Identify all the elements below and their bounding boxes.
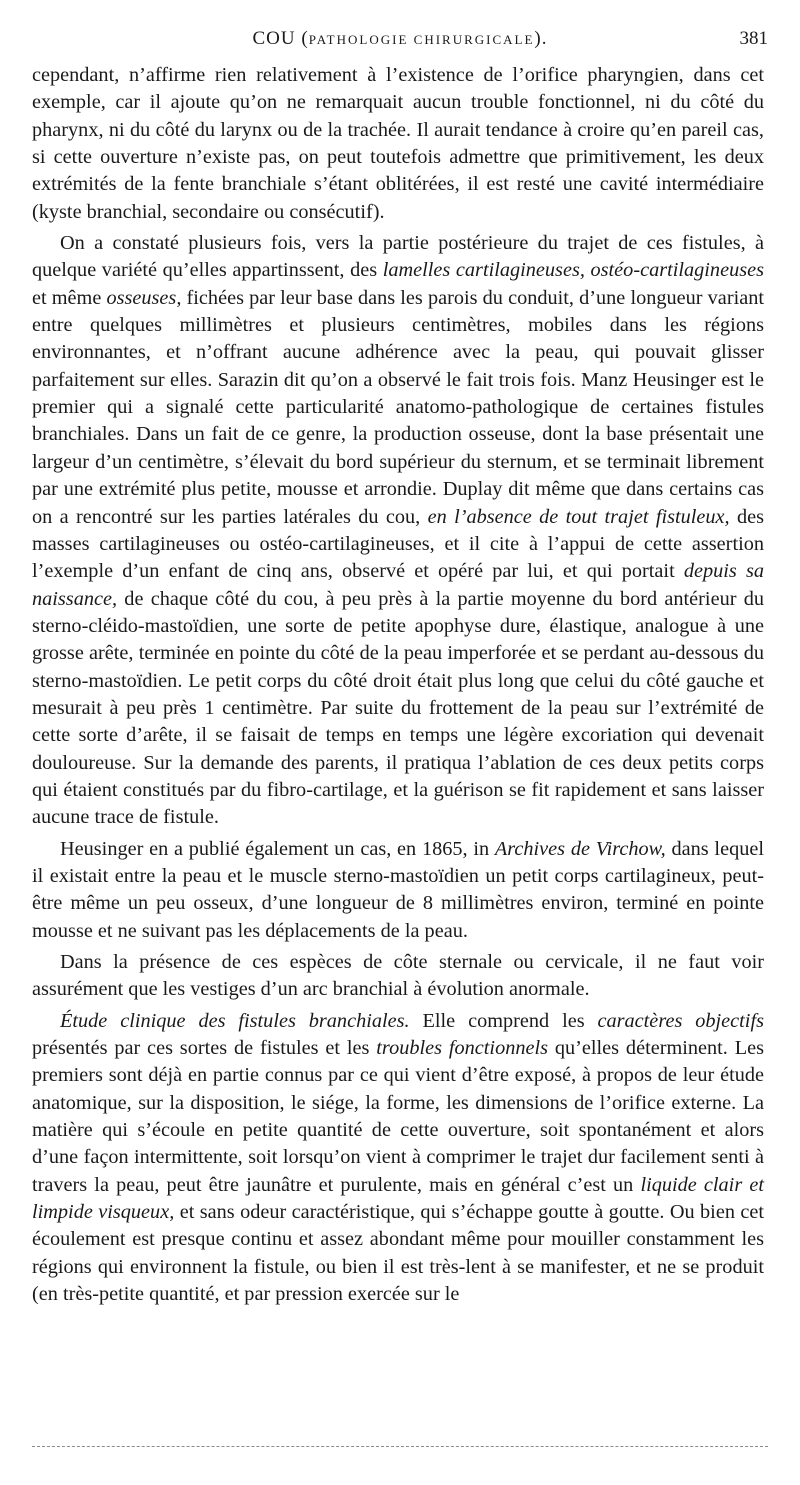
paragraph: [32, 836, 764, 945]
italic-text: troubles fonctionnels: [376, 1037, 549, 1060]
italic-text: liquide clair et limpide visqueux,: [32, 1173, 764, 1224]
running-head-title: [32, 28, 768, 50]
paragraph: [32, 62, 764, 226]
italic-text: osseuses,: [106, 286, 182, 309]
text-run: Heusinger en a publié également un cas, en 1865, in: [60, 837, 495, 860]
italic-text: caractères objectifs: [597, 1009, 764, 1032]
text-run: Elle comprend les: [409, 1009, 598, 1032]
footer-rule: [32, 1446, 768, 1447]
italic-text: depuis sa naissance,: [32, 560, 764, 610]
paragraph: [32, 230, 764, 832]
text-run: cependant, n’affirme rien relativement à l’existence de l’orifice pharyngien, dans cet exemple, car il ajoute qu’on ne remarquait aucun trouble fonctionnel, ni du côté du pharynx, ni du côté du larynx ou de la trachée. Il aurait tendance à croire qu’en pareil cas, si cette ouverture n’existe pas, on peut toutefois admettre que primitivement, les deux extrémités de la fente branchiale s’étant oblitérées, il est resté une cavité intermédiaire (kyste branchial, secondaire ou consécutif).: [32, 64, 764, 223]
running-head-main: COU (: [252, 28, 309, 49]
text-run: qu’elles déterminent. Les premiers sont déjà en partie connus par ce qui vient d’être exposé, à propos de leur étude anatomique, sur la disposition, le siége, la forme, les dimensions de l’orifice externe. La matière qui s’écoule en petite quantité de cette ouverture, soit spontanément et alors d’une façon intermittente, soit lorsqu’on vient à comprimer le trajet dur facilement senti à travers la peau, peut être jaunâtre et purulente, mais en général c’est un: [32, 1037, 764, 1196]
text-run: des masses cartilagineuses ou ostéo-cartilagineuses, et il cite à l’appui de cette assertion l’exemple d’un enfant de cinq ans, observé et opéré par lui, et qui portait: [32, 505, 764, 583]
text-run: fichées par leur base dans les parois du conduit, d’une longueur variant entre quelques millimètres et plusieurs centimètres, mobiles dans les régions environnantes, et n’offrant aucune adhérence avec la peau, qui pouvait glisser parfaitement sur elles. Sarazin dit qu’on a observé le fait trois fois. Manz Heusinger est le premier qui a signalé cette particularité anatomo-pathologique de certaines fistules branchiales. Dans un fait de ce genre, la production osseuse, dont la base présentait une largeur d’un centimètre, s’élevait du bord supérieur du sternum, et se terminait librement par une extrémité plus petite, mousse et arrondie. Duplay dit même que dans certains cas on a rencontré sur les parties latérales du cou,: [32, 286, 764, 528]
text-run: et même: [32, 286, 107, 309]
paragraph: [32, 949, 764, 1004]
body-text: [32, 62, 764, 1308]
italic-text: lamelles cartilagineuses, ostéo-cartilagineuses: [382, 259, 764, 282]
text-run: et sans odeur caractéristique, qui s’échappe goutte à goutte. Ou bien cet écoulement est presque continu et assez abondant même pour mouiller constamment les régions qui environnent la fistule, ou bien il est très-lent à se manifester, et ne se produit (en très-petite quantité, et par pression exercée sur le: [32, 1201, 765, 1306]
text-run: présentés par ces sortes de fistules et les: [32, 1037, 377, 1060]
italic-text: Étude clinique des fistules branchiales.: [60, 1009, 410, 1032]
text-run: dans lequel il existait entre la peau et le muscle sterno-mastoïdien un petit corps cartilagineux, peut-être même un peu osseux, d’une longueur de 8 millimètres environ, terminé en pointe mousse et ne suivant pas les déplacements de la peau.: [32, 837, 764, 942]
page-number: 381: [739, 28, 768, 49]
text-run: Dans la présence de ces espèces de côte sternale ou cervicale, il ne faut voir assurément que les vestiges d’un arc branchial à évolution anormale.: [32, 951, 764, 1001]
text-run: On a constaté plusieurs fois, vers la partie postérieure du trajet de ces fistules, à quelque variété qu’elles appartinssent, des: [32, 232, 764, 282]
paragraph: [32, 1008, 764, 1309]
text-run: de chaque côté du cou, à peu près à la partie moyenne du bord antérieur du sterno-cléido-mastoïdien, une sorte de petite apophyse dure, élastique, analogue à une grosse arête, terminée en pointe du côté de la peau imperforée et se perdant au-dessous du sterno-mastoïdien. Le petit corps du côté droit était plus long que celui du côté gauche et mesurait à peu près 1 centimètre. Par suite du frottement de la peau sur l’extrémité de cette sorte d’arête, il se faisait de temps en temps une légère excoriation qui devenait douloureuse. Sur la demande des parents, il pratiqua l’ablation de ces deux petits corps qui étaient constitués par du fibro-cartilage, et la guérison se fit rapidement et sans laisser aucune trace de fistule.: [32, 587, 764, 829]
italic-text: en l’absence de tout trajet fistuleux,: [427, 505, 730, 528]
italic-text: Archives de Virchow,: [494, 837, 666, 860]
running-head-subtitle: PATHOLOGIE CHIRURGICALE: [308, 32, 535, 47]
running-head-end: ).: [534, 28, 548, 49]
running-header: [32, 28, 768, 54]
